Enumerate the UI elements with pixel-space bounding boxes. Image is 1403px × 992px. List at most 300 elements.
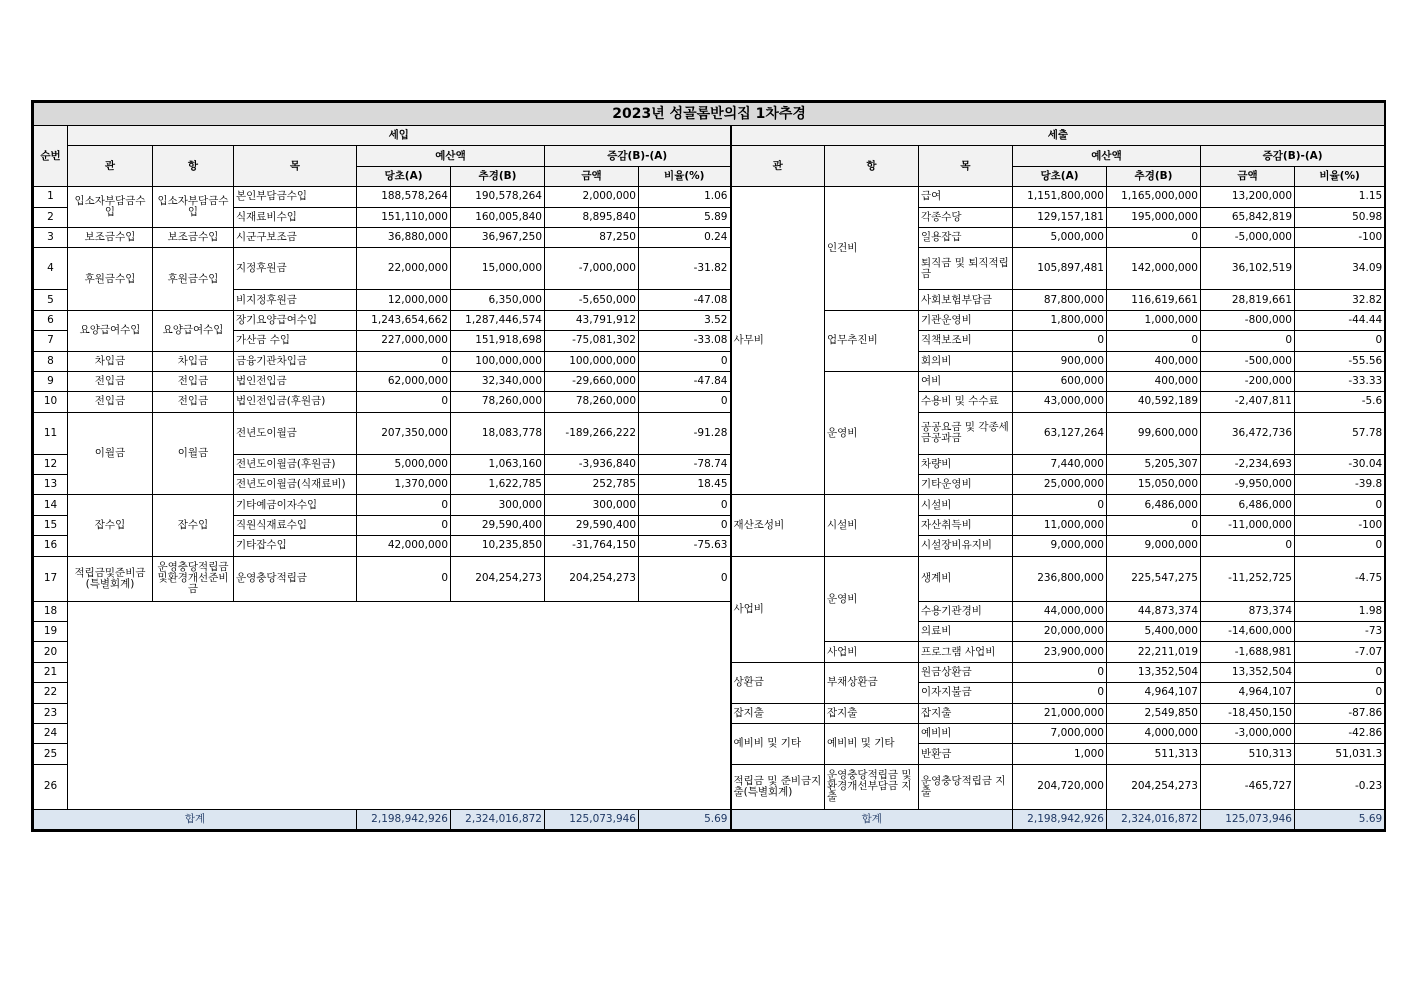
expense-revised-cell: 225,547,275 <box>1107 556 1201 601</box>
income-mok-cell: 기타잡수입 <box>234 536 357 556</box>
expense-ratio-cell: -7.07 <box>1295 642 1385 662</box>
income-amount-cell: -7,000,000 <box>545 248 639 290</box>
income-amount-cell: 100,000,000 <box>545 351 639 371</box>
expense-amount-cell: 36,472,736 <box>1201 412 1295 454</box>
income-original-cell: 1,243,654,662 <box>357 310 451 330</box>
row-number: 13 <box>34 475 68 495</box>
expense-revised-cell: 2,549,850 <box>1107 703 1201 723</box>
expense-revised-cell: 0 <box>1107 331 1201 351</box>
expense-revised-cell: 1,165,000,000 <box>1107 187 1201 207</box>
expense-mok-cell: 일용잡급 <box>919 227 1013 247</box>
income-ratio-cell: -75.63 <box>639 536 731 556</box>
income-ratio-header: 비율(%) <box>639 166 731 186</box>
expense-ratio-cell: -0.23 <box>1295 764 1385 809</box>
table-row <box>34 331 1385 351</box>
row-number: 16 <box>34 536 68 556</box>
income-ratio-cell: -31.82 <box>639 248 731 290</box>
income-original-cell: 188,578,264 <box>357 187 451 207</box>
expense-mok-cell: 원금상환금 <box>919 662 1013 682</box>
expense-amount-cell: -11,000,000 <box>1201 515 1295 535</box>
income-hang-cell: 운영충당적립금및환경개선준비금 <box>153 556 234 601</box>
sheet-title: 2023년 성골롬반의집 1차추경 <box>34 103 1385 126</box>
income-revised-cell: 190,578,264 <box>451 187 545 207</box>
expense-mok-cell: 회의비 <box>919 351 1013 371</box>
table-row <box>34 392 1385 412</box>
income-ratio-cell: 0 <box>639 495 731 515</box>
row-number: 12 <box>34 454 68 474</box>
income-mok-cell: 장기요양급여수입 <box>234 310 357 330</box>
expense-ratio-cell: -42.86 <box>1295 723 1385 743</box>
expense-revised-cell: 99,600,000 <box>1107 412 1201 454</box>
income-original-cell: 1,370,000 <box>357 475 451 495</box>
expense-ratio-cell: -30.04 <box>1295 454 1385 474</box>
expense-hang-cell: 시설비 <box>825 495 919 556</box>
expense-amount-cell: 65,842,819 <box>1201 207 1295 227</box>
income-amount-cell: 2,000,000 <box>545 187 639 207</box>
income-revised-cell: 300,000 <box>451 495 545 515</box>
row-number: 21 <box>34 662 68 682</box>
expense-revised-cell: 195,000,000 <box>1107 207 1201 227</box>
income-original-cell: 22,000,000 <box>357 248 451 290</box>
income-amount-cell: -5,650,000 <box>545 290 639 310</box>
expense-amount-cell: -11,252,725 <box>1201 556 1295 601</box>
expense-original-cell: 21,000,000 <box>1013 703 1107 723</box>
expense-ratio-cell: -33.33 <box>1295 371 1385 391</box>
expense-mok-cell: 프로그램 사업비 <box>919 642 1013 662</box>
expense-original-cell: 0 <box>1013 662 1107 682</box>
expense-mok-cell: 급여 <box>919 187 1013 207</box>
row-number: 1 <box>34 187 68 207</box>
row-number: 8 <box>34 351 68 371</box>
income-revised-cell: 32,340,000 <box>451 371 545 391</box>
expense-revised-cell: 116,619,661 <box>1107 290 1201 310</box>
expense-mok-cell: 잡지출 <box>919 703 1013 723</box>
income-original-cell: 0 <box>357 392 451 412</box>
income-amount-cell: 252,785 <box>545 475 639 495</box>
row-number: 10 <box>34 392 68 412</box>
expense-ratio-cell: -4.75 <box>1295 556 1385 601</box>
income-mok-cell: 금융기관차입금 <box>234 351 357 371</box>
expense-revised-cell: 5,205,307 <box>1107 454 1201 474</box>
row-number: 5 <box>34 290 68 310</box>
table-row <box>34 475 1385 495</box>
expense-original-header: 당초(A) <box>1013 166 1107 186</box>
expense-ratio-cell: 0 <box>1295 495 1385 515</box>
income-original-cell: 0 <box>357 351 451 371</box>
income-gwan-cell: 차입금 <box>68 351 153 371</box>
income-mok-cell: 비지정후원금 <box>234 290 357 310</box>
income-hang-cell: 후원금수입 <box>153 248 234 310</box>
expense-amount-cell: -800,000 <box>1201 310 1295 330</box>
row-number: 7 <box>34 331 68 351</box>
income-ratio-cell: -47.84 <box>639 371 731 391</box>
expense-amount-cell: -1,688,981 <box>1201 642 1295 662</box>
expense-original-cell: 204,720,000 <box>1013 764 1107 809</box>
income-revised-header: 추경(B) <box>451 166 545 186</box>
expense-ratio-cell: -5.6 <box>1295 392 1385 412</box>
expense-header: 세출 <box>731 126 1385 146</box>
income-hang-cell: 이월금 <box>153 412 234 495</box>
expense-mok-cell: 수용비 및 수수료 <box>919 392 1013 412</box>
income-gwan-cell: 후원금수입 <box>68 248 153 310</box>
expense-original-cell: 1,800,000 <box>1013 310 1107 330</box>
expense-revised-cell: 4,000,000 <box>1107 723 1201 743</box>
income-mok-cell: 전년도이월금(후원금) <box>234 454 357 474</box>
table-row <box>34 248 1385 290</box>
expense-ratio-cell: 0 <box>1295 331 1385 351</box>
expense-amount-cell: 36,102,519 <box>1201 248 1295 290</box>
table-row <box>34 290 1385 310</box>
expense-amount-cell: 0 <box>1201 536 1295 556</box>
income-original-cell: 5,000,000 <box>357 454 451 474</box>
expense-original-cell: 11,000,000 <box>1013 515 1107 535</box>
income-gwan-cell: 전입금 <box>68 392 153 412</box>
expense-hang-cell: 운영비 <box>825 556 919 642</box>
row-number: 23 <box>34 703 68 723</box>
expense-ratio-cell: -100 <box>1295 227 1385 247</box>
expense-original-cell: 44,000,000 <box>1013 601 1107 621</box>
income-hang-cell: 잡수입 <box>153 495 234 556</box>
income-amount-cell: 78,260,000 <box>545 392 639 412</box>
income-revised-cell: 6,350,000 <box>451 290 545 310</box>
income-original-cell: 207,350,000 <box>357 412 451 454</box>
income-original-cell: 62,000,000 <box>357 371 451 391</box>
expense-gwan-cell: 상환금 <box>731 662 825 703</box>
expense-mok-cell: 자산취득비 <box>919 515 1013 535</box>
expense-hang-cell: 잡지출 <box>825 703 919 723</box>
expense-amount-cell: -2,234,693 <box>1201 454 1295 474</box>
expense-mok-cell: 각종수당 <box>919 207 1013 227</box>
expense-amount-cell: -14,600,000 <box>1201 622 1295 642</box>
expense-original-cell: 63,127,264 <box>1013 412 1107 454</box>
expense-amount-cell: 873,374 <box>1201 601 1295 621</box>
income-total-revised: 2,324,016,872 <box>451 809 545 829</box>
expense-ratio-cell: 0 <box>1295 662 1385 682</box>
income-revised-cell: 100,000,000 <box>451 351 545 371</box>
expense-mok-cell: 시설비 <box>919 495 1013 515</box>
income-original-cell: 36,880,000 <box>357 227 451 247</box>
income-original-cell: 227,000,000 <box>357 331 451 351</box>
income-ratio-cell: 18.45 <box>639 475 731 495</box>
expense-ratio-cell: -87.86 <box>1295 703 1385 723</box>
income-ratio-cell: 0 <box>639 515 731 535</box>
expense-original-cell: 20,000,000 <box>1013 622 1107 642</box>
income-total-ratio: 5.69 <box>639 809 731 829</box>
expense-hang-cell: 부채상환금 <box>825 662 919 703</box>
expense-amount-cell: -3,000,000 <box>1201 723 1295 743</box>
expense-revised-cell: 0 <box>1107 227 1201 247</box>
income-gwan-cell: 적립금및준비금(특별회계) <box>68 556 153 601</box>
income-ratio-cell: -78.74 <box>639 454 731 474</box>
income-ratio-cell: 0.24 <box>639 227 731 247</box>
expense-revised-cell: 400,000 <box>1107 371 1201 391</box>
expense-ratio-cell: 0 <box>1295 683 1385 703</box>
expense-amount-cell: 13,200,000 <box>1201 187 1295 207</box>
row-number: 26 <box>34 764 68 809</box>
row-number: 6 <box>34 310 68 330</box>
income-gwan-cell: 보조금수입 <box>68 227 153 247</box>
row-number: 14 <box>34 495 68 515</box>
income-original-header: 당초(A) <box>357 166 451 186</box>
expense-original-cell: 600,000 <box>1013 371 1107 391</box>
income-amount-cell: 8,895,840 <box>545 207 639 227</box>
expense-original-cell: 25,000,000 <box>1013 475 1107 495</box>
expense-original-cell: 87,800,000 <box>1013 290 1107 310</box>
income-amount-header: 금액 <box>545 166 639 186</box>
expense-total-original: 2,198,942,926 <box>1013 809 1107 829</box>
income-mok-cell: 시군구보조금 <box>234 227 357 247</box>
expense-mok-header: 목 <box>919 146 1013 187</box>
expense-ratio-cell: -44.44 <box>1295 310 1385 330</box>
expense-mok-cell: 직책보조비 <box>919 331 1013 351</box>
income-revised-cell: 78,260,000 <box>451 392 545 412</box>
income-ratio-cell: -33.08 <box>639 331 731 351</box>
expense-hang-header: 항 <box>825 146 919 187</box>
expense-mok-cell: 사회보험부담금 <box>919 290 1013 310</box>
income-gwan-cell: 이월금 <box>68 412 153 495</box>
income-mok-cell: 전년도이월금(식재료비) <box>234 475 357 495</box>
expense-gwan-cell: 재산조성비 <box>731 495 825 556</box>
expense-total-ratio: 5.69 <box>1295 809 1385 829</box>
income-original-cell: 0 <box>357 556 451 601</box>
expense-amount-cell: -18,450,150 <box>1201 703 1295 723</box>
income-ratio-cell: 0 <box>639 392 731 412</box>
income-empty-area <box>68 601 731 809</box>
expense-gwan-cell: 잡지출 <box>731 703 825 723</box>
table-row <box>34 601 1385 621</box>
row-number: 24 <box>34 723 68 743</box>
income-original-cell: 12,000,000 <box>357 290 451 310</box>
expense-original-cell: 0 <box>1013 331 1107 351</box>
budget-table <box>33 102 1385 830</box>
expense-ratio-cell: 34.09 <box>1295 248 1385 290</box>
table-row <box>34 495 1385 515</box>
income-mok-cell: 법인전입금(후원금) <box>234 392 357 412</box>
income-ratio-cell: 5.89 <box>639 207 731 227</box>
table-row <box>34 515 1385 535</box>
income-mok-cell: 법인전입금 <box>234 371 357 391</box>
income-ratio-cell: 3.52 <box>639 310 731 330</box>
expense-gwan-cell: 적립금 및 준비금지출(특별회계) <box>731 764 825 809</box>
income-mok-header: 목 <box>234 146 357 187</box>
table-row <box>34 371 1385 391</box>
income-mok-cell: 전년도이월금 <box>234 412 357 454</box>
income-amount-cell: 204,254,273 <box>545 556 639 601</box>
income-hang-cell: 입소자부담금수입 <box>153 187 234 228</box>
expense-original-cell: 0 <box>1013 495 1107 515</box>
income-ratio-cell: -91.28 <box>639 412 731 454</box>
income-amount-cell: -31,764,150 <box>545 536 639 556</box>
income-hang-cell: 요양급여수입 <box>153 310 234 351</box>
expense-mok-cell: 기타운영비 <box>919 475 1013 495</box>
expense-gwan-header: 관 <box>731 146 825 187</box>
expense-mok-cell: 기관운영비 <box>919 310 1013 330</box>
expense-ratio-cell: 57.78 <box>1295 412 1385 454</box>
income-ratio-cell: 1.06 <box>639 187 731 207</box>
expense-hang-cell: 인건비 <box>825 187 919 311</box>
income-revised-cell: 1,287,446,574 <box>451 310 545 330</box>
table-row <box>34 536 1385 556</box>
expense-revised-cell: 1,000,000 <box>1107 310 1201 330</box>
income-original-cell: 0 <box>357 515 451 535</box>
row-number: 2 <box>34 207 68 227</box>
expense-amount-cell: -5,000,000 <box>1201 227 1295 247</box>
income-gwan-cell: 잡수입 <box>68 495 153 556</box>
expense-ratio-cell: 50.98 <box>1295 207 1385 227</box>
income-amount-cell: 300,000 <box>545 495 639 515</box>
income-ratio-cell: 0 <box>639 351 731 371</box>
expense-ratio-cell: -100 <box>1295 515 1385 535</box>
expense-amount-cell: 4,964,107 <box>1201 683 1295 703</box>
expense-revised-cell: 142,000,000 <box>1107 248 1201 290</box>
expense-mok-cell: 운영충당적립금 지출 <box>919 764 1013 809</box>
income-hang-cell: 차입금 <box>153 351 234 371</box>
income-budget-header: 예산액 <box>357 146 545 166</box>
table-row <box>34 187 1385 207</box>
expense-ratio-cell: 32.82 <box>1295 290 1385 310</box>
expense-total-label: 합계 <box>731 809 1013 829</box>
expense-revised-cell: 5,400,000 <box>1107 622 1201 642</box>
expense-revised-cell: 13,352,504 <box>1107 662 1201 682</box>
seq-header: 순번 <box>34 126 68 187</box>
income-change-header: 증감(B)-(A) <box>545 146 731 166</box>
income-mok-cell: 식재료비수입 <box>234 207 357 227</box>
income-mok-cell: 운영충당적립금 <box>234 556 357 601</box>
expense-ratio-cell: 51,031.3 <box>1295 744 1385 764</box>
table-row <box>34 351 1385 371</box>
income-mok-cell: 가산금 수입 <box>234 331 357 351</box>
expense-total-amount: 125,073,946 <box>1201 809 1295 829</box>
row-number: 9 <box>34 371 68 391</box>
expense-revised-cell: 6,486,000 <box>1107 495 1201 515</box>
expense-amount-cell: 6,486,000 <box>1201 495 1295 515</box>
expense-amount-cell: -200,000 <box>1201 371 1295 391</box>
row-number: 17 <box>34 556 68 601</box>
expense-mok-cell: 퇴직금 및 퇴직적립금 <box>919 248 1013 290</box>
expense-amount-cell: 0 <box>1201 331 1295 351</box>
income-revised-cell: 15,000,000 <box>451 248 545 290</box>
income-mok-cell: 기타예금이자수입 <box>234 495 357 515</box>
expense-revised-cell: 400,000 <box>1107 351 1201 371</box>
table-row <box>34 412 1385 454</box>
income-revised-cell: 36,967,250 <box>451 227 545 247</box>
income-header: 세입 <box>68 126 731 146</box>
income-original-cell: 0 <box>357 495 451 515</box>
expense-revised-cell: 4,964,107 <box>1107 683 1201 703</box>
expense-revised-cell: 9,000,000 <box>1107 536 1201 556</box>
expense-original-cell: 900,000 <box>1013 351 1107 371</box>
expense-original-cell: 7,440,000 <box>1013 454 1107 474</box>
expense-revised-cell: 15,050,000 <box>1107 475 1201 495</box>
expense-mok-cell: 생계비 <box>919 556 1013 601</box>
expense-mok-cell: 공공요금 및 각종세금공과금 <box>919 412 1013 454</box>
expense-revised-cell: 511,313 <box>1107 744 1201 764</box>
expense-revised-cell: 40,592,189 <box>1107 392 1201 412</box>
income-total-original: 2,198,942,926 <box>357 809 451 829</box>
expense-revised-header: 추경(B) <box>1107 166 1201 186</box>
expense-hang-cell: 예비비 및 기타 <box>825 723 919 764</box>
income-hang-cell: 전입금 <box>153 392 234 412</box>
income-revised-cell: 1,622,785 <box>451 475 545 495</box>
expense-mok-cell: 의료비 <box>919 622 1013 642</box>
expense-budget-header: 예산액 <box>1013 146 1201 166</box>
expense-gwan-cell: 사무비 <box>731 187 825 495</box>
expense-original-cell: 43,000,000 <box>1013 392 1107 412</box>
table-row <box>34 556 1385 601</box>
expense-amount-cell: -2,407,811 <box>1201 392 1295 412</box>
table-row <box>34 454 1385 474</box>
row-number: 20 <box>34 642 68 662</box>
expense-original-cell: 129,157,181 <box>1013 207 1107 227</box>
expense-original-cell: 5,000,000 <box>1013 227 1107 247</box>
income-original-cell: 151,110,000 <box>357 207 451 227</box>
expense-mok-cell: 차량비 <box>919 454 1013 474</box>
expense-mok-cell: 여비 <box>919 371 1013 391</box>
expense-original-cell: 1,000 <box>1013 744 1107 764</box>
income-total-amount: 125,073,946 <box>545 809 639 829</box>
row-number: 15 <box>34 515 68 535</box>
row-number: 25 <box>34 744 68 764</box>
expense-mok-cell: 예비비 <box>919 723 1013 743</box>
expense-original-cell: 105,897,481 <box>1013 248 1107 290</box>
income-amount-cell: 29,590,400 <box>545 515 639 535</box>
income-amount-cell: -75,081,302 <box>545 331 639 351</box>
row-number: 18 <box>34 601 68 621</box>
expense-hang-cell: 운영충당적립금 및 환경개선부담금 지출 <box>825 764 919 809</box>
row-number: 19 <box>34 622 68 642</box>
income-gwan-cell: 전입금 <box>68 371 153 391</box>
income-revised-cell: 151,918,698 <box>451 331 545 351</box>
income-hang-cell: 보조금수입 <box>153 227 234 247</box>
expense-hang-cell: 업무추진비 <box>825 310 919 371</box>
income-revised-cell: 160,005,840 <box>451 207 545 227</box>
income-revised-cell: 29,590,400 <box>451 515 545 535</box>
expense-ratio-cell: -73 <box>1295 622 1385 642</box>
income-revised-cell: 1,063,160 <box>451 454 545 474</box>
income-amount-cell: 87,250 <box>545 227 639 247</box>
income-amount-cell: 43,791,912 <box>545 310 639 330</box>
table-row <box>34 207 1385 227</box>
row-number: 11 <box>34 412 68 454</box>
expense-amount-cell: 510,313 <box>1201 744 1295 764</box>
income-original-cell: 42,000,000 <box>357 536 451 556</box>
expense-amount-header: 금액 <box>1201 166 1295 186</box>
income-gwan-cell: 입소자부담금수입 <box>68 187 153 228</box>
row-number: 4 <box>34 248 68 290</box>
table-row <box>34 227 1385 247</box>
total-row <box>34 809 1385 829</box>
table-row <box>34 310 1385 330</box>
expense-gwan-cell: 예비비 및 기타 <box>731 723 825 764</box>
expense-ratio-cell: -55.56 <box>1295 351 1385 371</box>
income-revised-cell: 204,254,273 <box>451 556 545 601</box>
expense-amount-cell: -465,727 <box>1201 764 1295 809</box>
income-amount-cell: -189,266,222 <box>545 412 639 454</box>
income-hang-cell: 전입금 <box>153 371 234 391</box>
expense-amount-cell: 28,819,661 <box>1201 290 1295 310</box>
expense-original-cell: 23,900,000 <box>1013 642 1107 662</box>
expense-mok-cell: 이자지불금 <box>919 683 1013 703</box>
expense-original-cell: 1,151,800,000 <box>1013 187 1107 207</box>
expense-revised-cell: 204,254,273 <box>1107 764 1201 809</box>
income-gwan-header: 관 <box>68 146 153 187</box>
expense-revised-cell: 0 <box>1107 515 1201 535</box>
expense-original-cell: 7,000,000 <box>1013 723 1107 743</box>
income-amount-cell: -3,936,840 <box>545 454 639 474</box>
income-ratio-cell: -47.08 <box>639 290 731 310</box>
income-hang-header: 항 <box>153 146 234 187</box>
expense-ratio-header: 비율(%) <box>1295 166 1385 186</box>
